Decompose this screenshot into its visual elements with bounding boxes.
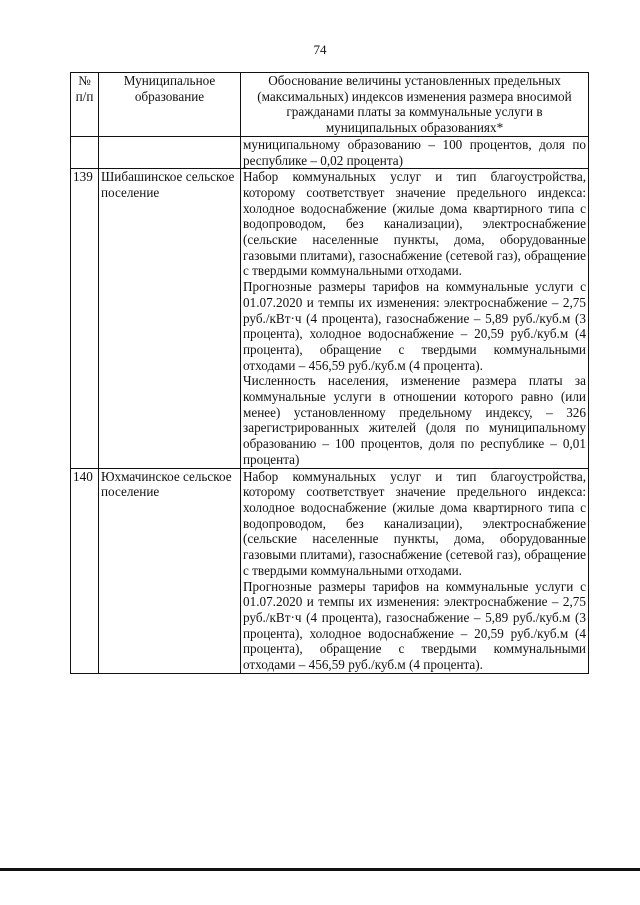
header-justification: Обоснование величины установленных предельных (максимальных) индексов изменения размера вносимой гражданами платы за коммунальные услуги в муниципальных образованиях* <box>241 73 589 137</box>
justification-paragraph: Набор коммунальных услуг и тип благоустройства, которому соответствует значение предельного индекса: холодное водоснабжение (жилые дома квартирного типа с водопроводом, без канализации), электроснабжение (сельские населенные пункты, дома, оборудованные газовыми плитами), газоснабжение (сетевой газ), обращение с твердыми коммунальными отходами. <box>243 169 586 279</box>
row-municipality: Шибашинское сельское поселение <box>99 169 241 468</box>
justification-paragraph: Прогнозные размеры тарифов на коммунальные услуги с 01.07.2020 и темпы их изменения: электроснабжение – 2,75 руб./кВт·ч (4 процента), газоснабжение – 5,89 руб./куб.м (3 процента), холодное водоснабжение – 20,59 руб./куб.м (4 процента), обращение с твердыми коммунальными отходами – 456,59 руб./куб.м (4 процента). <box>243 279 586 373</box>
page-bottom-rule <box>0 868 640 871</box>
header-municipality: Муниципальное образование <box>99 73 241 137</box>
page-number: 74 <box>313 42 327 57</box>
continuation-justification-cell <box>241 136 589 168</box>
row-municipality: Юхмачинское сельское поселение <box>99 468 241 673</box>
header-num: № п/п <box>71 73 99 137</box>
table-row <box>71 468 589 673</box>
row-justification <box>241 468 589 673</box>
justification-paragraph: Набор коммунальных услуг и тип благоустройства, которому соответствует значение предельного индекса: холодное водоснабжение (жилые дома квартирного типа с водопроводом, без канализации), электроснабжение (сельские населенные пункты, дома, оборудованные газовыми плитами), газоснабжение (сетевой газ), обращение с твердыми коммунальными отходами. <box>243 468 586 578</box>
justification-paragraph: Численность населения, изменение размера платы за коммунальные услуги в отношении которого равно (или менее) установленному предельному индексу, – 326 зарегистрированных жителей (доля по муниципальному образованию – 100 процентов, доля по республике – 0,01 процента) <box>243 373 586 467</box>
table-header-row <box>71 73 589 137</box>
table-row <box>71 169 589 468</box>
justification-paragraph: Прогнозные размеры тарифов на коммунальные услуги с 01.07.2020 и темпы их изменения: электроснабжение – 2,75 руб./кВт·ч (4 процента), газоснабжение – 5,89 руб./куб.м (3 процента), холодное водоснабжение – 20,59 руб./куб.м (4 процента), обращение с твердыми коммунальными отходами – 456,59 руб./куб.м (4 процента). <box>243 578 586 673</box>
continuation-municipality-cell <box>99 136 241 168</box>
row-number: 140 <box>71 468 99 673</box>
row-justification <box>241 169 589 468</box>
continuation-text: муниципальному образованию – 100 процентов, доля по республике – 0,02 процента) <box>243 136 586 168</box>
continuation-num-cell <box>71 136 99 168</box>
row-number: 139 <box>71 169 99 468</box>
table-row-continuation <box>71 136 589 168</box>
index-justification-table <box>70 72 589 674</box>
